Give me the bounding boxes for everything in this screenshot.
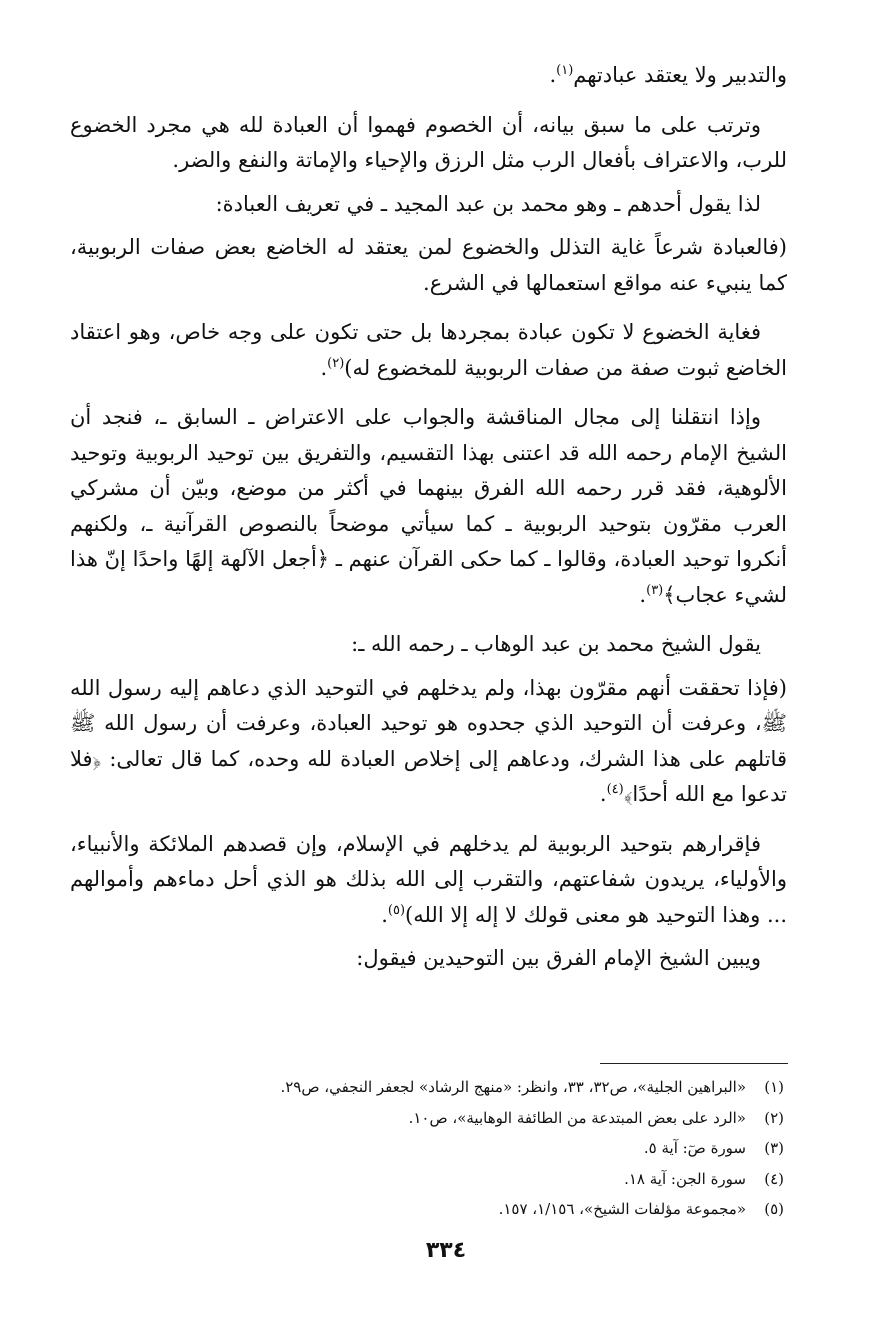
paragraph-6-text: وإذا انتقلنا إلى مجال المناقشة والجواب على الاعتراض ـ السابق ـ، فنجد أن الشيخ الإمام رحمه الله قد اعتنى بهذا التقسيم، والتفريق بين توحيد الربوبية وتوحيد الألوهية، فقد قرر رحمه الله الفرق بينهما في أكثر من موضع، وبيّن أن مشركي العرب مقرّون بتوحيد الربوبية ـ كما سيأتي موضحاً بالنصوص القرآنية ـ، ولكنهم أنكروا توحيد العبادة، وقالوا ـ كما حكى القرآن عنهم ـ ﴿أجعل الآلهة إلهًا واحدًا إنّ هذا لشيء عجاب﴾ [70,405,787,607]
footnote-4-number: (٤) [764,1169,784,1188]
paragraph-5-text: فغاية الخضوع لا تكون عبادة بمجردها بل حتى تكون على وجه خاص، وهو اعتقاد الخاضع ثبوت صفة من صفات الربوبية للمخضوع له) [70,320,787,380]
paragraph-8-end: . [599,782,607,806]
footnote-5-text: «مجموعة مؤلفات الشيخ»، ١/١٥٦، ١٥٧. [498,1200,746,1218]
paragraph-6 [70,400,787,613]
paragraph-6-end: . [639,582,647,607]
footnote-2 [120,1103,784,1134]
paragraph-10 [70,941,787,977]
paragraph-5-end: . [320,355,328,380]
paragraph-10-text: ويبين الشيخ الإمام الفرق بين التوحيدين فيقول: [356,946,761,970]
body-text [70,58,787,977]
footnote-ref-1: (١) [556,63,574,78]
footnote-2-text: «الرد على بعض المبتدعة من الطائفة الوهابية»، ص١٠. [408,1108,746,1127]
footnote-ref-4: (٤) [606,782,624,797]
footnote-ref-3: (٣) [646,582,664,598]
footnote-5 [120,1194,784,1225]
footnote-1-text: «البراهين الجلية»، ص٣٢، ٣٣، وانظر: «منهج الرشاد» لجعفر النجفي، ص٢٩. [280,1078,746,1096]
paragraph-1 [70,58,787,94]
paragraph-4-quote [70,230,787,301]
paragraph-7-text: يقول الشيخ محمد بن عبد الوهاب ـ رحمه الله ـ: [351,632,761,656]
footnote-1-number: (١) [764,1078,784,1096]
footnote-3-text: سورة صٓ: آية ٥. [643,1139,746,1157]
footnote-5-number: (٥) [764,1200,784,1218]
footnote-3-number: (٣) [764,1139,784,1157]
paragraph-9 [70,827,787,934]
footnote-ref-2: (٢) [327,355,345,371]
footnote-3 [120,1133,784,1164]
paragraph-1-text: والتدبير ولا يعتقد عبادتهم [573,63,787,87]
paragraph-2 [70,108,787,179]
footnote-4-text: سورة الجن: آية ١٨. [624,1169,746,1188]
paragraph-8-text: (فإذا تحققت أنهم مقرّون بهذا، ولم يدخلهم في التوحيد الذي دعاهم إليه رسول الله ﷺ، وعرفت أن التوحيد الذي جحدوه هو توحيد العبادة، وعرفت أن رسول الله ﷺ قاتلهم على هذا الشرك، ودعاهم إلى إخلاص العبادة لله وحده، كما قال تعالى: ﴿فلا تدعوا مع الله أحدًا﴾ [70,675,787,806]
paragraph-7 [70,627,787,663]
paragraph-2-text: وترتب على ما سبق بيانه، أن الخصوم فهموا أن العبادة لله هي مجرد الخضوع للرب، والاعتراف بأفعال الرب مثل الرزق والإحياء والإماتة والنفع والضر. [70,112,787,172]
footnote-ref-5: (٥) [387,902,406,918]
paragraph-9-text: فإقرارهم بتوحيد الربوبية لم يدخلهم في الإسلام، وإن قصدهم الملائكة والأنبياء، والأولياء، يريدون شفاعتهم، والتقرب إلى الله بذلك هو الذي أحل دماءهم وأموالهم ... وهذا التوحيد هو معنى قولك لا إله إلا الله) [70,831,787,927]
paragraph-1-end: . [549,63,557,87]
footnote-2-number: (٢) [764,1108,784,1127]
paragraph-9-end: . [381,902,388,927]
footnote-4 [120,1164,784,1195]
paragraph-5 [70,315,787,386]
paragraph-3 [70,187,787,223]
paragraph-3-text: لذا يقول أحدهم ـ وهو محمد بن عبد المجيد ـ في تعريف العبادة: [215,191,761,216]
footnote-1 [120,1072,784,1103]
paragraph-8-quote [70,671,787,813]
footnote-separator [600,1063,788,1064]
paragraph-4-text: (فالعبادة شرعاً غاية التذلل والخضوع لمن يعتقد له الخاضع بعض صفات الربوبية، كما ينبيء عنه مواقع استعمالها في الشرع. [70,235,787,295]
page-number: ٣٣٤ [425,1238,467,1263]
footnotes [120,1072,784,1225]
